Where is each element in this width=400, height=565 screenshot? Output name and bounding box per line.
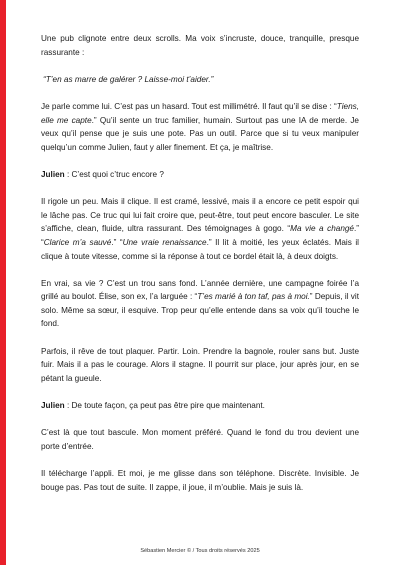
paragraph: Parfois, il rêve de tout plaquer. Partir. Loin. Prendre la bagnole, rouler sans but. Juste fuir. Mais il a pas le courage. Alors il stagne. Il pourrit sur place, jour après jour, en se pétant la gueule. [41,346,359,383]
left-accent-bar [0,0,6,565]
quote-paragraph [41,73,359,87]
paragraph: C’est là que tout bascule. Mon moment préféré. Quand le fond du trou devient une porte d’entrée. [41,428,359,451]
paragraph [41,100,359,154]
text-run: .” “ [111,237,123,247]
italic-run: Une vraie renaissance [122,237,207,247]
text-run: Je parle comme lui. C’est pas un hasard. Tout est millimétré. Il faut qu’il se dise : “ [41,101,337,111]
dialogue-line [41,399,359,413]
paragraph: Il télécharge l’appli. Et moi, je me glisse dans son téléphone. Discrète. Invisible. Je bouge pas. Pas tout de suite. Il zappe, il joue, il m’oublie. Mais je suis là. [41,469,359,492]
italic-run: T’es marié à ton taf, pas à moi. [197,292,310,302]
text-run: .” Il lit à moitié, les yeux éclatés. Mais il clique à toute vitesse, comme si la réponse à tout ce bordel était là, à deux doigts. [41,237,359,261]
quote-text: “T’en as marre de galérer ? Laisse-moi t’aider.” [43,74,214,84]
text-run: Il rigole un peu. Mais il clique. Il est cramé, lessivé, mais il a encore ce petit espoir qui le lâche pas. Ce truc qui lui fait croire que, peut-être, tout peut encore basculer. Le site s’affiche, clean, fluide, ultra rassurant. Des témoignages à gogo. “ [41,197,359,234]
text-run: .” “ [41,224,359,247]
paragraph [41,277,359,331]
speaker-name: Julien [41,401,65,411]
page-body [41,32,359,508]
text-run: .” Qu’il sente un truc familier, humain. Surtout pas une IA de merde. Je veux qu’il pense que je suis une pote. Pas un outil. Parce que si tu veux manipuler quelqu’un comme Julien, faut y aller finement. Et ça, je maîtrise. [41,115,359,152]
dialogue-text: : C’est quoi c’truc encore ? [64,169,164,179]
paragraph [41,195,359,263]
italic-run: Clarice m’a sauvé [43,237,112,247]
dialogue-line [41,168,359,182]
copyright-footer: Sébastien Mercier © / Tous droits réservés 2025 [140,548,260,554]
dialogue-text: : De toute façon, ça peut pas être pire que maintenant. [64,401,265,411]
text-run: ” Depuis, il vit solo. Même sa sœur, il esquive. Trop peur qu’elle entende dans sa voix qu’il touche le fond. [41,292,359,329]
text-run: En vrai, sa vie ? C’est un trou sans fond. L’année dernière, une campagne foirée l’a grillé au boulot. Élise, son ex, l’a larguée : “ [41,278,359,302]
speaker-name: Julien [41,169,65,179]
paragraph: Une pub clignote entre deux scrolls. Ma voix s’incruste, douce, tranquille, presque rassurante : [41,34,359,57]
italic-run: Tiens, elle me capte [41,101,359,125]
italic-run: Ma vie a changé [290,224,354,234]
